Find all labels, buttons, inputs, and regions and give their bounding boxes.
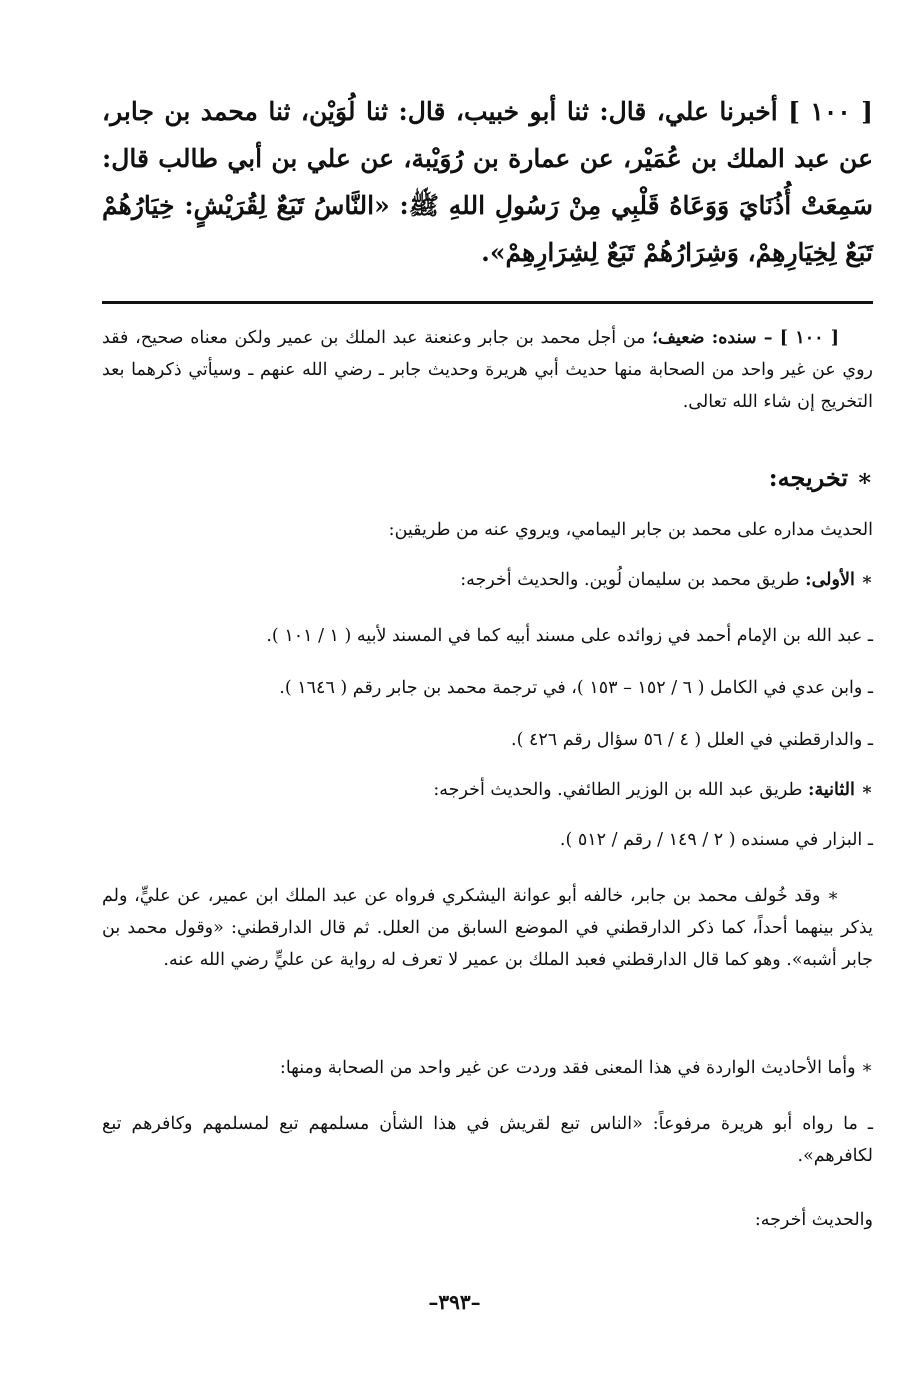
second-route	[102, 774, 873, 806]
first-route-label: ∗ الأولى:	[805, 570, 873, 590]
isnad-text: من أجل محمد بن جابر وعنعنة عبد الملك بن عمير ولكن معناه صحيح، فقد روي عن غير واحد من الصحابة منها حديث أبي هريرة وحديث جابر ـ رضي الله عنهم ـ وسيأتي ذكرهما بعد التخريج إن شاء الله تعالى.	[102, 328, 873, 412]
second-route-label: ∗ الثانية:	[808, 780, 873, 800]
isnad-label: [ ١٠٠ ] – سنده: ضعيف؛	[652, 328, 840, 348]
page-number: –٣٩٣–	[428, 1290, 481, 1314]
discrepancy-note: ∗ وقد خُولف محمد بن جابر، خالفه أبو عوانة اليشكري فرواه عن عبد الملك ابن عمير، عن عليٍّ، ولم يذكر بينهما أحداً، كما ذكر الدارقطني في الموضع السابق من العلل. ثم قال الدارقطني: «وقول محمد بن جابر أشبه». وهو كما قال الدارقطني فعبد الملك بن عمير لا تعرف له رواية عن عليٍّ رضي الله عنه.	[102, 886, 873, 970]
shawahid-closing: والحديث أخرجه:	[754, 1210, 873, 1230]
first-route	[102, 564, 873, 596]
first-route-text: طريق محمد بن سليمان لُوين. والحديث أخرجه:	[460, 570, 806, 590]
second-route-text: طريق عبد الله بن الوزير الطائفي. والحديث أخرجه:	[433, 780, 809, 800]
isnad-note	[102, 322, 873, 418]
second-route-item: ـ البزار في مسنده ( ٢ / ١٤٩ / رقم / ٥١٢ ).	[559, 830, 873, 850]
first-route-item: ـ وابن عدي في الكامل ( ٦ / ١٥٢ – ١٥٣ )، في ترجمة محمد بن جابر رقم ( ١٦٤٦ ).	[279, 678, 873, 698]
hadith-text: [ ١٠٠ ] أخبرنا علي، قال: ثنا أبو خبيب، قال: ثنا لُوَيْن، ثنا محمد بن جابر، عن عبد الملك بن عُمَيْر، عن عمارة بن رُوَيْبة، عن علي بن أبي طالب قال: سَمِعَتْ أُذُنَايَ وَوَعَاهُ قَلْبِي مِنْ رَسُولِ اللهِ ﷺ: «النَّاسُ تَبَعٌ لِقُرَيْشٍ: خِيَارُهُمْ تَبَعٌ لِخِيَارِهِمْ، وَشِرَارُهُمْ تَبَعٌ لِشِرَارِهِمْ».	[102, 97, 873, 267]
footnote-separator	[102, 301, 873, 304]
takhrij-heading: ∗ تخريجه:	[768, 463, 873, 492]
takhrij-intro: الحديث مداره على محمد بن جابر اليمامي، ويروي عنه من طريقين:	[388, 520, 873, 540]
first-route-item: ـ عبد الله بن الإمام أحمد في زوائده على مسند أبيه كما في المسند لأبيه ( ١ / ١٠١ ).	[266, 626, 873, 646]
shawahid-item: ـ ما رواه أبو هريرة مرفوعاً: «الناس تبع لقريش في هذا الشأن مسلمهم تبع لمسلمهم وكافرهم تبع لكافرهم».	[102, 1114, 873, 1166]
shawahid-intro: ∗ وأما الأحاديث الواردة في هذا المعنى فقد وردت عن غير واحد من الصحابة ومنها:	[279, 1058, 873, 1078]
first-route-item: ـ والدارقطني في العلل ( ٤ / ٥٦ سؤال رقم ٤٢٦ ).	[511, 730, 873, 750]
